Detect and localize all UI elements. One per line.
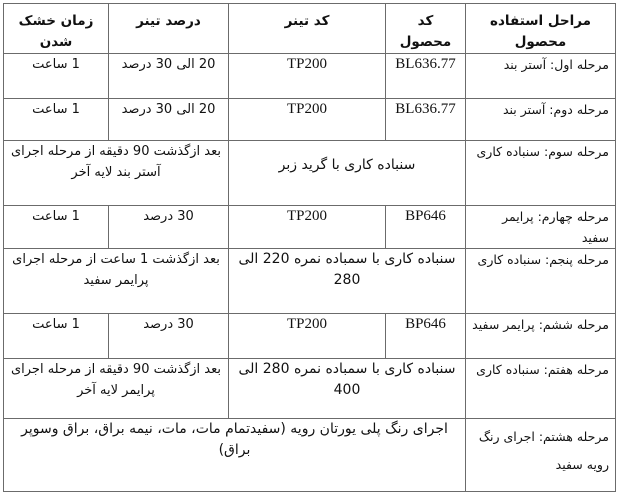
table-row [4,359,616,419]
note-cell: بعد ازگذشت 90 دقیقه از مرحله اجرای آستر بند لایه آخر [4,141,229,206]
table-row [4,54,616,99]
header-thinner-code: کد تینر [229,4,386,54]
stage-cell: مرحله اول: آستر بند [466,54,616,99]
thinner-code-cell: TP200 [229,54,386,99]
thinner-code-cell: TP200 [229,99,386,141]
thinner-percent-cell: 20 الی 30 درصد [109,99,229,141]
stage-cell: مرحله دوم: آستر بند [466,99,616,141]
product-code-cell: BL636.77 [386,99,466,141]
header-stage: مراحل استفاده محصول [466,4,616,54]
product-code-cell: BL636.77 [386,54,466,99]
stage-cell: مرحله سوم: سنباده کاری [466,141,616,206]
description-cell: سنباده کاری با سمباده نمره 220 الی 280 [229,249,466,314]
table-row [4,314,616,359]
stage-cell: مرحله ششم: پرایمر سفید [466,314,616,359]
table-row [4,419,616,492]
drying-time-cell: 1 ساعت [4,206,109,249]
header-product-code: کد محصول [386,4,466,54]
drying-time-cell: 1 ساعت [4,54,109,99]
drying-time-cell: 1 ساعت [4,314,109,359]
note-cell: بعد ازگذشت 90 دقیقه از مرحله اجرای پرایمر لایه آخر [4,359,229,419]
thinner-code-cell: TP200 [229,206,386,249]
description-cell: سنباده کاری با سمباده نمره 280 الی 400 [229,359,466,419]
thinner-percent-cell: 20 الی 30 درصد [109,54,229,99]
product-code-cell: BP646 [386,314,466,359]
stage-cell: مرحله پنجم: سنباده کاری [466,249,616,314]
thinner-percent-cell: 30 درصد [109,206,229,249]
application-stages-table [3,3,616,492]
stage-cell: مرحله هشتم: اجرای رنگ رویه سفید [466,419,616,492]
drying-time-cell: 1 ساعت [4,99,109,141]
header-row [4,4,616,54]
thinner-percent-cell: 30 درصد [109,314,229,359]
stage-cell: مرحله هفتم: سنباده کاری [466,359,616,419]
header-drying-time: زمان خشک شدن [4,4,109,54]
description-cell: سنباده کاری با گرید زبر [229,141,466,206]
stage-cell: مرحله چهارم: پرایمر سفید [466,206,616,249]
note-cell: بعد ازگذشت 1 ساعت از مرحله اجرای پرایمر سفید [4,249,229,314]
table-row [4,99,616,141]
table-row [4,249,616,314]
page-wrapper [3,3,616,492]
table-row [4,141,616,206]
thinner-code-cell: TP200 [229,314,386,359]
description-cell: اجرای رنگ پلی یورتان رویه (سفیدتمام مات، مات، نیمه براق، براق وسوپر براق) [4,419,466,492]
product-code-cell: BP646 [386,206,466,249]
table-row [4,206,616,249]
header-thinner-percent: درصد تینر [109,4,229,54]
